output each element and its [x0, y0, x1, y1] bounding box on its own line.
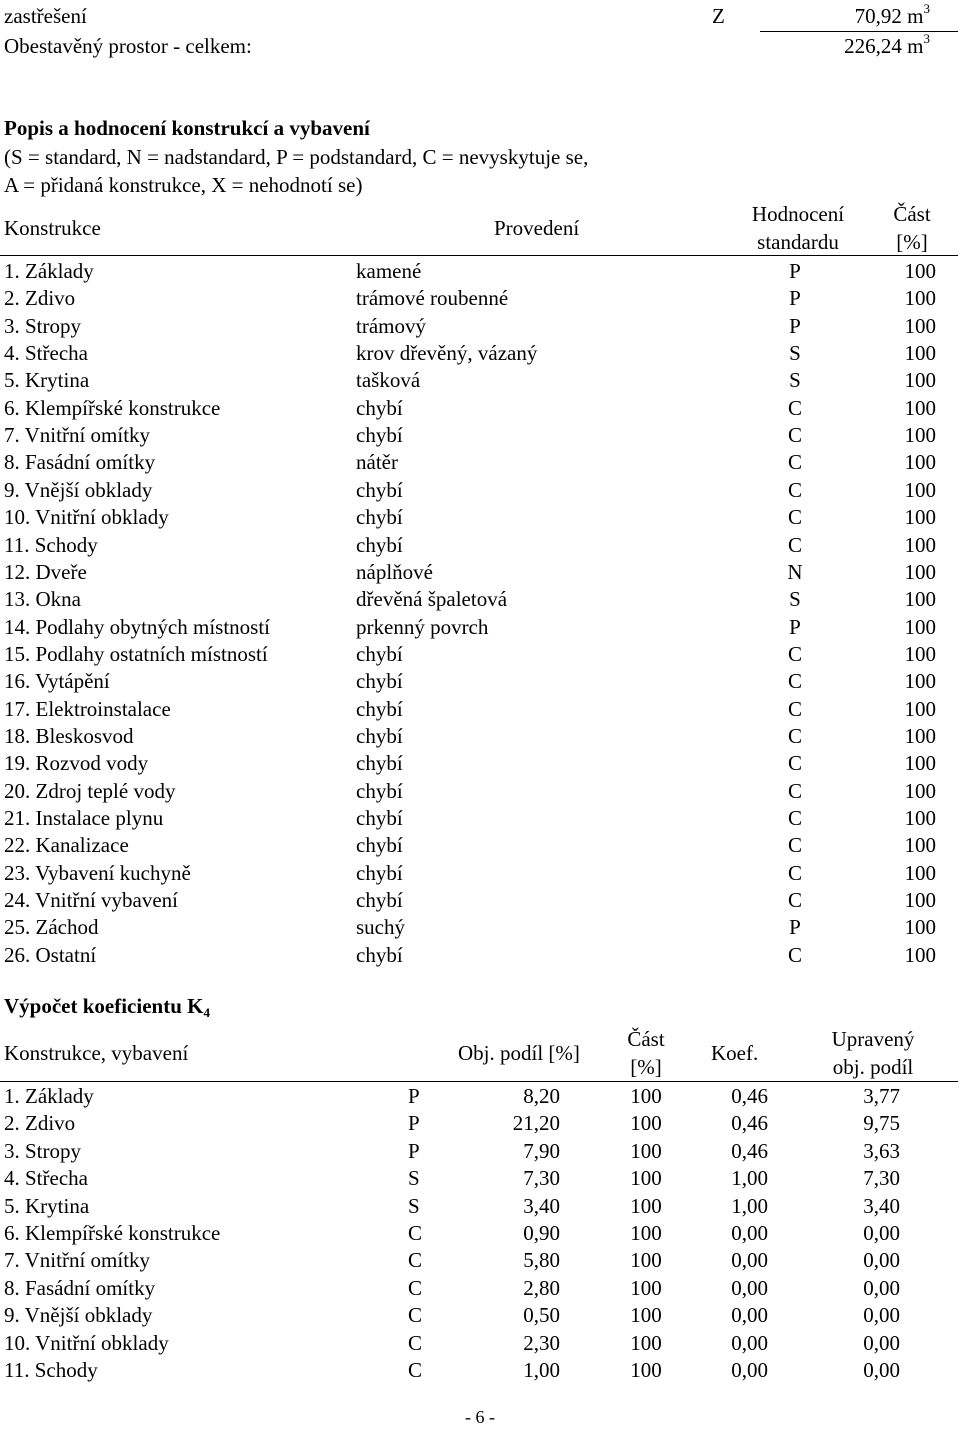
hodnoceni-cell: C [787, 532, 802, 557]
table-row [0, 370, 960, 397]
obj-podil-cell: 2,80 [523, 1275, 560, 1300]
konstrukce-cell: 8. Fasádní omítky [4, 1275, 156, 1300]
table-row [0, 641, 960, 671]
header2-upraveny-1: Upravený [831, 1027, 915, 1051]
total-value: 226,24 $m^3$ [844, 31, 930, 58]
table-row [0, 942, 960, 972]
table-row [0, 425, 960, 452]
provedeni-cell: trámové roubenné [356, 286, 509, 311]
upraveny-cell: 3,40 [863, 1193, 900, 1218]
obj-podil-cell: 7,90 [523, 1138, 560, 1163]
provedeni-cell: dřevěná špaletová [356, 587, 508, 612]
konstrukce-cell: 14. Podlahy obytných místností [4, 614, 271, 639]
hodnoceni-cell: C [787, 806, 802, 830]
table-row [0, 1193, 960, 1223]
konstrukce-cell: 7. Vnitřní omítky [4, 423, 151, 448]
header2-cast-1: Část [627, 1027, 665, 1051]
konstrukce-cell: 11. Schody [4, 532, 98, 557]
cast-cell: 100 [630, 1275, 662, 1300]
konstrukce-cell: 5. Krytina [4, 1193, 90, 1218]
obj-podil-cell: 5,80 [523, 1248, 560, 1273]
header-konstrukce: Konstrukce [4, 216, 101, 240]
konstrukce-cell: 3. Stropy [4, 1138, 82, 1163]
hodnoceni-cell: C [787, 942, 802, 967]
standard-cell: P [408, 1138, 420, 1163]
hodnoceni-cell: C [787, 450, 802, 475]
cast-cell: 100 [630, 1138, 662, 1163]
provedeni-cell: chybí [356, 942, 403, 967]
cast-cell: 100 [904, 559, 936, 584]
table-row [0, 890, 960, 917]
header-hodnoceni-2: standardu [757, 230, 839, 254]
konstrukce-cell: 17. Elektroinstalace [4, 696, 171, 721]
konstrukce-cell: 9. Vnější obklady [4, 477, 153, 502]
provedeni-cell: chybí [356, 395, 403, 420]
upraveny-cell: 0,00 [863, 1330, 900, 1355]
provedeni-cell: nátěr [356, 450, 398, 475]
provedeni-cell: chybí [356, 532, 403, 557]
hodnoceni-cell: C [787, 696, 802, 721]
table-row [0, 589, 960, 616]
cast-cell: 100 [904, 395, 936, 420]
obj-podil-cell: 3,40 [523, 1193, 560, 1218]
table-row [0, 1086, 960, 1113]
konstrukce-cell: 5. Krytina [4, 368, 90, 393]
standard-cell: S [408, 1166, 420, 1191]
koef-cell: 1,00 [731, 1193, 768, 1218]
table-row [0, 1168, 960, 1195]
table-row [0, 1275, 960, 1305]
hodnoceni-cell: C [787, 723, 802, 748]
cast-cell: 100 [630, 1084, 662, 1108]
table-row [0, 395, 960, 425]
konstrukce-cell: 8. Fasádní omítky [4, 450, 156, 475]
cast-cell: 100 [904, 888, 936, 913]
header2-obj: Obj. podíl [%] [458, 1041, 580, 1065]
cast-cell: 100 [904, 313, 936, 338]
table-row [0, 559, 960, 589]
koef-cell: 1,00 [731, 1166, 768, 1191]
koef-cell: 0,46 [731, 1138, 768, 1163]
table-row [0, 313, 960, 343]
table-row [0, 1223, 960, 1250]
hodnoceni-cell: C [787, 423, 802, 448]
standard-cell: C [408, 1221, 423, 1245]
cast-cell: 100 [904, 477, 936, 502]
obj-podil-cell: 0,90 [523, 1221, 560, 1245]
konstrukce-cell: 4. Střecha [4, 1166, 88, 1191]
standard-cell: C [408, 1303, 423, 1328]
konstrukce-cell: 6. Klempířské konstrukce [4, 1221, 221, 1245]
hodnoceni-cell: C [787, 860, 802, 885]
table-row [0, 452, 960, 479]
koef-cell: 0,46 [731, 1111, 768, 1136]
hodnoceni-cell: C [787, 505, 802, 530]
provedeni-cell: chybí [356, 888, 403, 913]
konstrukce-cell: 16. Vytápění [4, 669, 110, 694]
koef-cell: 0,46 [731, 1084, 768, 1108]
section1-legend-2: A = přidaná konstrukce, X = nehodnotí se) [4, 173, 363, 197]
table-row [0, 808, 960, 835]
provedeni-cell: kamené [356, 259, 422, 283]
hodnoceni-cell: C [787, 833, 802, 858]
konstrukce-cell: 9. Vnější obklady [4, 1303, 153, 1328]
cast-cell: 100 [904, 860, 936, 885]
table-row [0, 1113, 960, 1140]
table-row [0, 288, 960, 315]
provedeni-cell: chybí [356, 641, 403, 666]
total-label: Obestavěný prostor - celkem: [4, 34, 252, 58]
cast-cell: 100 [904, 532, 936, 557]
cast-cell: 100 [630, 1166, 662, 1191]
cast-cell: 100 [904, 450, 936, 475]
konstrukce-cell: 18. Bleskosvod [4, 723, 134, 748]
provedeni-cell: trámový [356, 313, 426, 338]
cast-cell: 100 [630, 1221, 662, 1245]
hodnoceni-cell: P [789, 614, 801, 639]
cast-cell: 100 [904, 587, 936, 612]
upraveny-cell: 0,00 [863, 1221, 900, 1245]
upraveny-cell: 0,00 [863, 1248, 900, 1273]
konstrukce-cell: 1. Základy [4, 1084, 94, 1108]
konstrukce-cell: 22. Kanalizace [4, 833, 129, 858]
koef-cell: 0,00 [731, 1275, 768, 1300]
standard-cell: P [408, 1111, 420, 1136]
obj-podil-cell: 21,20 [512, 1111, 560, 1136]
page-number: - 6 - [465, 1407, 495, 1427]
hodnoceni-cell: S [789, 368, 801, 393]
obj-podil-cell: 0,50 [523, 1303, 560, 1328]
cast-cell: 100 [904, 778, 936, 803]
cast-cell: 100 [630, 1358, 662, 1382]
section2-title: Výpočet koeficientu $K_4$ [4, 994, 210, 1020]
standard-cell: C [408, 1275, 423, 1300]
table-row [0, 507, 960, 534]
cast-cell: 100 [904, 669, 936, 694]
konstrukce-cell: 3. Stropy [4, 313, 82, 338]
cast-cell: 100 [904, 368, 936, 393]
konstrukce-cell: 21. Instalace plynu [4, 806, 164, 830]
zastreseni-label: zastřešení [4, 4, 87, 28]
konstrukce-cell: 19. Rozvod vody [4, 751, 149, 776]
table-row [0, 778, 960, 808]
standard-cell: C [408, 1330, 423, 1355]
cast-cell: 100 [904, 723, 936, 748]
table-row [0, 860, 960, 890]
provedeni-cell: chybí [356, 833, 403, 858]
obj-podil-cell: 7,30 [523, 1166, 560, 1191]
table-row [0, 1360, 960, 1387]
konstrukce-cell: 23. Vybavení kuchyně [4, 860, 191, 885]
table-row [0, 753, 960, 780]
hodnoceni-cell: C [787, 477, 802, 502]
zastreseni-value: 70,92 $m^3$ [854, 1, 930, 28]
header2-upraveny-2: obj. podíl [832, 1055, 914, 1079]
standard-cell: C [408, 1358, 423, 1382]
cast-cell: 100 [904, 915, 936, 940]
table-row [0, 835, 960, 862]
table-row [0, 723, 960, 753]
hodnoceni-cell: P [789, 259, 801, 283]
table-row [0, 532, 960, 562]
table-row [0, 261, 960, 288]
hodnoceni-cell: C [787, 778, 802, 803]
table-row [0, 1330, 960, 1360]
hodnoceni-cell: P [789, 915, 801, 940]
koef-cell: 0,00 [731, 1248, 768, 1273]
cast-cell: 100 [904, 614, 936, 639]
cast-cell: 100 [630, 1248, 662, 1273]
cast-cell: 100 [904, 696, 936, 721]
provedeni-cell: chybí [356, 860, 403, 885]
konstrukce-cell: 10. Vnitřní obklady [4, 505, 169, 530]
cast-cell: 100 [904, 341, 936, 366]
header-hodnoceni-1: Hodnocení [751, 202, 845, 226]
table-row [0, 614, 960, 644]
koef-cell: 0,00 [731, 1330, 768, 1355]
konstrukce-cell: 26. Ostatní [4, 942, 97, 967]
konstrukce-cell: 13. Okna [4, 587, 81, 612]
cast-cell: 100 [904, 833, 936, 858]
upraveny-cell: 7,30 [863, 1166, 900, 1191]
table-row [0, 696, 960, 726]
provedeni-cell: krov dřevěný, vázaný [356, 341, 538, 366]
cast-cell: 100 [630, 1330, 662, 1355]
section2-header-rule [0, 1081, 958, 1082]
provedeni-cell: náplňové [356, 559, 433, 584]
table-row [0, 1138, 960, 1168]
hodnoceni-cell: P [789, 286, 801, 311]
cast-cell: 100 [904, 286, 936, 311]
upraveny-cell: 0,00 [863, 1358, 900, 1382]
koef-cell: 0,00 [731, 1221, 768, 1245]
provedeni-cell: chybí [356, 806, 403, 830]
provedeni-cell: chybí [356, 778, 403, 803]
header2-cast-2: [%] [630, 1055, 662, 1079]
header2-koef: Koef. [711, 1041, 759, 1065]
hodnoceni-cell: P [789, 313, 801, 338]
provedeni-cell: chybí [356, 696, 403, 721]
provedeni-cell: chybí [356, 723, 403, 748]
konstrukce-cell: 4. Střecha [4, 341, 88, 366]
koef-cell: 0,00 [731, 1358, 768, 1382]
hodnoceni-cell: N [787, 559, 803, 584]
section1-legend-1: (S = standard, N = nadstandard, P = podstandard, C = nevyskytuje se, [4, 145, 589, 169]
konstrukce-cell: 7. Vnitřní omítky [4, 1248, 151, 1273]
provedeni-cell: chybí [356, 477, 403, 502]
upraveny-cell: 9,75 [863, 1111, 900, 1136]
hodnoceni-cell: C [787, 395, 802, 420]
standard-cell: S [408, 1193, 420, 1218]
upraveny-cell: 0,00 [863, 1275, 900, 1300]
cast-cell: 100 [904, 505, 936, 530]
hodnoceni-cell: C [787, 888, 802, 913]
zastreseni-mark: Z [712, 4, 725, 28]
provedeni-cell: prkenný povrch [356, 614, 489, 639]
konstrukce-cell: 2. Zdivo [4, 1111, 76, 1136]
upraveny-cell: 3,77 [863, 1084, 900, 1108]
table-row [0, 1250, 960, 1277]
table-row [0, 671, 960, 698]
konstrukce-cell: 10. Vnitřní obklady [4, 1330, 169, 1355]
standard-cell: C [408, 1248, 423, 1273]
koef-cell: 0,00 [731, 1303, 768, 1328]
header-provedeni: Provedení [494, 216, 580, 240]
header2-konstrukce: Konstrukce, vybavení [4, 1041, 189, 1065]
konstrukce-cell: 6. Klempířské konstrukce [4, 395, 221, 420]
section1-title: Popis a hodnocení konstrukcí a vybavení [4, 116, 370, 140]
konstrukce-cell: 1. Základy [4, 259, 94, 283]
cast-cell: 100 [904, 423, 936, 448]
header-cast-2: [%] [896, 230, 928, 254]
standard-cell: P [408, 1084, 420, 1108]
konstrukce-cell: 25. Záchod [4, 915, 99, 940]
provedeni-cell: chybí [356, 751, 403, 776]
cast-cell: 100 [904, 806, 936, 830]
konstrukce-cell: 24. Vnitřní vybavení [4, 888, 179, 913]
cast-cell: 100 [630, 1303, 662, 1328]
provedeni-cell: chybí [356, 505, 403, 530]
cast-cell: 100 [904, 259, 936, 283]
konstrukce-cell: 12. Dveře [4, 559, 87, 584]
section1-header-rule [0, 255, 958, 256]
provedeni-cell: suchý [356, 915, 405, 940]
obj-podil-cell: 8,20 [523, 1084, 560, 1108]
upraveny-cell: 3,63 [863, 1138, 900, 1163]
provedeni-cell: chybí [356, 669, 403, 694]
table-row [0, 1305, 960, 1332]
hodnoceni-cell: C [787, 751, 802, 776]
hodnoceni-cell: C [787, 669, 802, 694]
obj-podil-cell: 1,00 [523, 1358, 560, 1382]
konstrukce-cell: 20. Zdroj teplé vody [4, 778, 176, 803]
konstrukce-cell: 15. Podlahy ostatních místností [4, 641, 268, 666]
hodnoceni-cell: S [789, 587, 801, 612]
konstrukce-cell: 11. Schody [4, 1358, 98, 1382]
table-row [0, 917, 960, 944]
cast-cell: 100 [630, 1111, 662, 1136]
table-row [0, 477, 960, 507]
upraveny-cell: 0,00 [863, 1303, 900, 1328]
konstrukce-cell: 2. Zdivo [4, 286, 76, 311]
cast-cell: 100 [904, 942, 936, 967]
table-row [0, 343, 960, 370]
cast-cell: 100 [904, 641, 936, 666]
obj-podil-cell: 2,30 [523, 1330, 560, 1355]
provedeni-cell: tašková [356, 368, 421, 393]
header-cast-1: Část [893, 202, 931, 226]
cast-cell: 100 [904, 751, 936, 776]
provedeni-cell: chybí [356, 423, 403, 448]
cast-cell: 100 [630, 1193, 662, 1218]
hodnoceni-cell: S [789, 341, 801, 366]
hodnoceni-cell: C [787, 641, 802, 666]
